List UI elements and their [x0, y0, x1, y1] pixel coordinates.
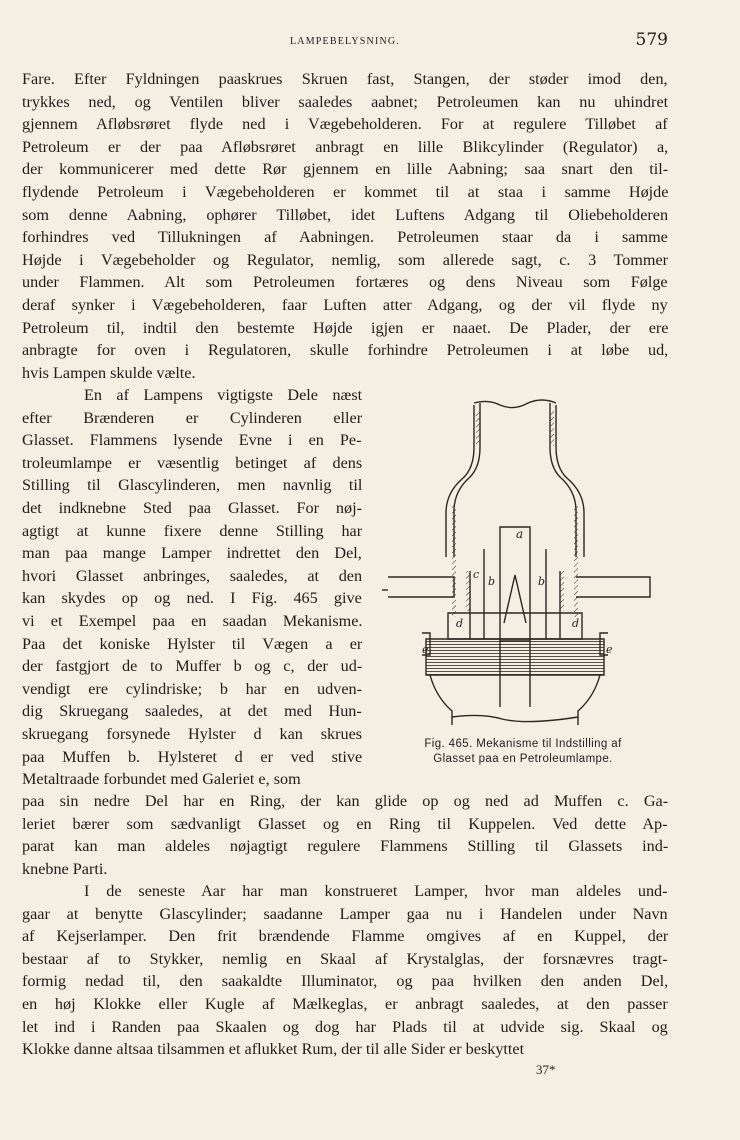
label-b-left: b	[488, 575, 496, 588]
paragraph-kejserlamper	[22, 880, 668, 1061]
text-line: af Kejserlamper. Den frit brændende Flamme omgives af en Kuppel, der	[22, 927, 669, 946]
text-line: gjennem Afløbsrøret flyde ned i Vægebeholderen. For at regulere Tilløbet af	[22, 115, 668, 134]
lower-body-left	[430, 675, 452, 725]
label-b-right: b	[538, 575, 546, 588]
text-line: Stilling til Glascylinderen, men navnlig til	[22, 476, 363, 495]
text-line: flydende Petroleum i Vægebeholderen er kommet til at staa i samme Højde	[22, 182, 669, 201]
lamp-mechanism-drawing	[382, 385, 664, 735]
text-line: I de seneste Aar har man konstrueret Lamper, hvor man aldeles und-	[84, 882, 668, 900]
text-line: hvori Glasset anbringes, saaledes, at den	[22, 566, 363, 585]
right-arm	[576, 577, 650, 597]
text-line: kan skydes op og ned. I Fig. 465 give	[22, 589, 362, 608]
text-line: formig nedad til, den saakaldte Illuminator, og paa hvilken den anden Del,	[22, 972, 669, 991]
label-a: a	[516, 527, 524, 541]
page-header	[22, 30, 668, 56]
paragraph-regulator	[22, 68, 668, 384]
wick-cone	[504, 575, 526, 623]
text-line: Petroleum til, indtil den bestemte Højde igjen er naaet. De Plader, der ere	[22, 318, 669, 337]
text-line: der kommunicerer med dette Rør gjennem en lille Aabning; saa snart den til-	[22, 160, 669, 179]
label-d-left: d	[456, 617, 464, 630]
text-line: en høj Klokke eller Kugle af Mælkeglas, er anbragt saaledes, at den passer	[22, 994, 668, 1013]
text-line: bestaar af to Stykker, nemlig en Skaal af Krystalglas, der forsnævres tragt-	[22, 949, 668, 968]
label-e-right: e	[606, 643, 613, 656]
text-line: man paa mange Lamper indrettet den Del,	[22, 544, 362, 563]
chimney-break-line	[474, 400, 556, 408]
text-line: Højde i Vægebeholder og Regulator, nemlig, som allerede sagt, c. 3 Tommer	[22, 250, 669, 269]
running-head: LAMPEBELYSNING.	[289, 36, 401, 47]
text-line: troleumlampe er væsentlig betinget af dens	[22, 453, 363, 472]
text-line: knebne Parti.	[22, 859, 108, 878]
page-number: 579	[635, 30, 668, 50]
text-line: let ind i Randen paa Skaalen og dog har Plads til at udvide sig. Skaal og	[22, 1017, 668, 1036]
text-line: vendigt ere cylindriske; b har en udven-	[22, 679, 363, 698]
wick-tube-a	[500, 527, 530, 641]
figure-caption	[382, 737, 664, 767]
text-line: vi et Exempel paa en saadan Mekanisme.	[22, 611, 363, 630]
text-line: Klokke danne altsaa tilsammen et aflukket Rum, der til alle Sider er beskyttet	[22, 1040, 525, 1059]
text-line: parat kan man aldeles nøjagtigt regulere Flammens Stilling til Glassets ind-	[22, 837, 669, 856]
left-arm	[388, 577, 454, 597]
label-d-right: d	[572, 617, 580, 630]
text-line: anbragte for oven i Regulatoren, skulle forhindre Petroleumen i at løbe ud,	[22, 341, 669, 360]
text-line: efter Brænderen er Cylinderen eller	[22, 408, 363, 427]
text-line: gaar at benytte Glascylinder; saadanne Lamper gaa nu i Handelen under Navn	[22, 904, 668, 923]
label-e-left: e	[422, 643, 429, 656]
text-line: Paa det koniske Hylster til Vægen a er	[22, 634, 363, 653]
text-line: under Flammen. Alt som Petroleumen fortæres og dens Niveau som Følge	[22, 273, 668, 292]
text-line: En af Lampens vigtigste Dele næst	[84, 386, 363, 404]
label-c: c	[473, 568, 480, 581]
signature-mark: 37*	[536, 1062, 556, 1077]
caption-line-2: Glasset paa en Petroleumlampe.	[433, 753, 613, 765]
lower-body-right	[578, 675, 600, 725]
text-line: paa Muffen b. Hylsteret d er ved stive	[22, 747, 363, 766]
text-line: Petroleum er der paa Afløbsrøret anbragt en lille Blikcylinder (Regulator) a,	[22, 137, 669, 156]
text-line: deraf synker i Vægebeholderen, faar Luften atter Adgang, og der vil flyde ny	[22, 295, 668, 314]
text-line: Metaltraade forbundet med Galeriet e, som	[22, 770, 301, 789]
gallery-e	[426, 639, 604, 675]
text-line: forhindres ved Tillukningen af Aabningen. Petroleumen staar da i samme	[22, 228, 668, 247]
figure-465	[382, 385, 664, 780]
text-line: som denne Aabning, ophører Tilløbet, idet Luftens Adgang til Oliebeholderen	[22, 205, 669, 224]
text-line: der fastgjort de to Muffer b og c, der ud-	[22, 657, 363, 676]
text-line: dig Skruegang saaledes, at det med Hun-	[22, 702, 362, 721]
text-line: Glasset. Flammens lysende Evne i en Pe-	[22, 431, 362, 450]
lower-break-line	[452, 715, 578, 721]
paragraph-cylinder-wrapped	[22, 384, 362, 791]
sleeve-d	[448, 613, 582, 639]
chimney-left-inner	[446, 405, 474, 557]
text-line: paa sin nedre Del har en Ring, der kan glide op og ned ad Muffen c. Ga-	[22, 792, 669, 810]
text-line: leriet bærer som sædvanligt Glasset og en Ring til Kuppelen. Ved dette Ap-	[22, 814, 668, 833]
text-line: trykkes ned, og Ventilen bliver saaledes aabnet; Petroleumen kan nu uhindret	[22, 92, 669, 111]
text-line: Fare. Efter Fyldningen paaskrues Skruen fast, Stangen, der støder imod den,	[22, 70, 668, 88]
text-line: det indknebne Sted paa Glasset. For nøj-	[22, 498, 362, 517]
chimney-right-inner	[556, 405, 584, 557]
text-line: skruegang forsynede Hylster d kan skrues	[22, 724, 363, 743]
text-line: hvis Lampen skulde vælte.	[22, 363, 196, 382]
text-line: agtigt at kunne fixere denne Stilling har	[22, 521, 363, 540]
caption-line-1: Fig. 465. Mekanisme til Indstilling af	[424, 738, 622, 750]
paragraph-cylinder-continued	[22, 790, 668, 880]
